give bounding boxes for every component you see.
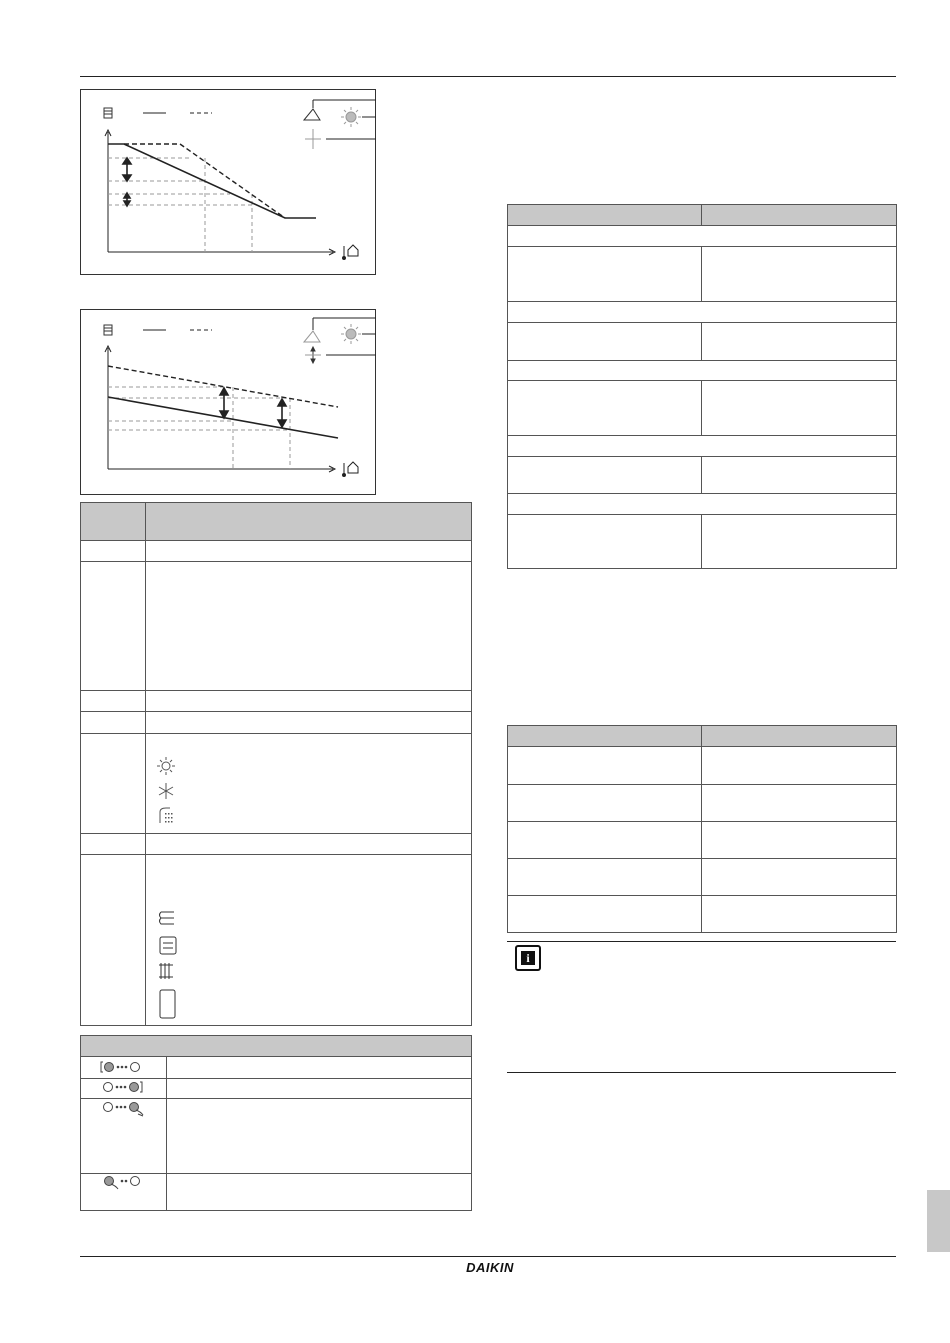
table-cell: [508, 515, 702, 569]
info-top-rule: [507, 941, 896, 942]
table-header-cell: [508, 205, 702, 226]
table-cell: [702, 859, 897, 896]
table-group-row: [508, 226, 897, 247]
table-cell: [702, 323, 897, 361]
table-cell: [702, 785, 897, 822]
table-cell: [702, 515, 897, 569]
table-cell: [508, 747, 702, 785]
right-settings-table: [507, 204, 897, 569]
table-cell: [508, 247, 702, 302]
table-cell: [702, 896, 897, 933]
table-group-row: [508, 436, 897, 457]
table-cell: [508, 785, 702, 822]
table-cell: [702, 747, 897, 785]
dial-right-active-icon: [104, 1082, 143, 1092]
table-cell: [508, 381, 702, 436]
table-cell: [508, 822, 702, 859]
table-header-cell: [702, 205, 897, 226]
right-values-table: [507, 725, 897, 933]
info-bottom-rule: [507, 1072, 896, 1073]
table-header-cell: [702, 726, 897, 747]
info-icon: i: [515, 945, 541, 971]
table-cell: [508, 859, 702, 896]
table-cell: [702, 457, 897, 494]
dial-left-press-icon: [105, 1177, 140, 1190]
table-header-cell: [508, 726, 702, 747]
brand-logo: DAIKIN: [466, 1260, 514, 1275]
table-cell: [508, 323, 702, 361]
table-cell: [702, 822, 897, 859]
table-cell: [508, 896, 702, 933]
table-cell: [702, 247, 897, 302]
chapter-side-tab: [927, 1190, 950, 1252]
table-cell: [702, 381, 897, 436]
dial-left-active-icon: [101, 1062, 140, 1072]
table-cell: [508, 457, 702, 494]
dial-right-press-icon: [104, 1103, 144, 1117]
footer-rule: [80, 1256, 896, 1257]
table-group-row: [508, 361, 897, 381]
table-group-row: [508, 302, 897, 323]
table-group-row: [508, 494, 897, 515]
